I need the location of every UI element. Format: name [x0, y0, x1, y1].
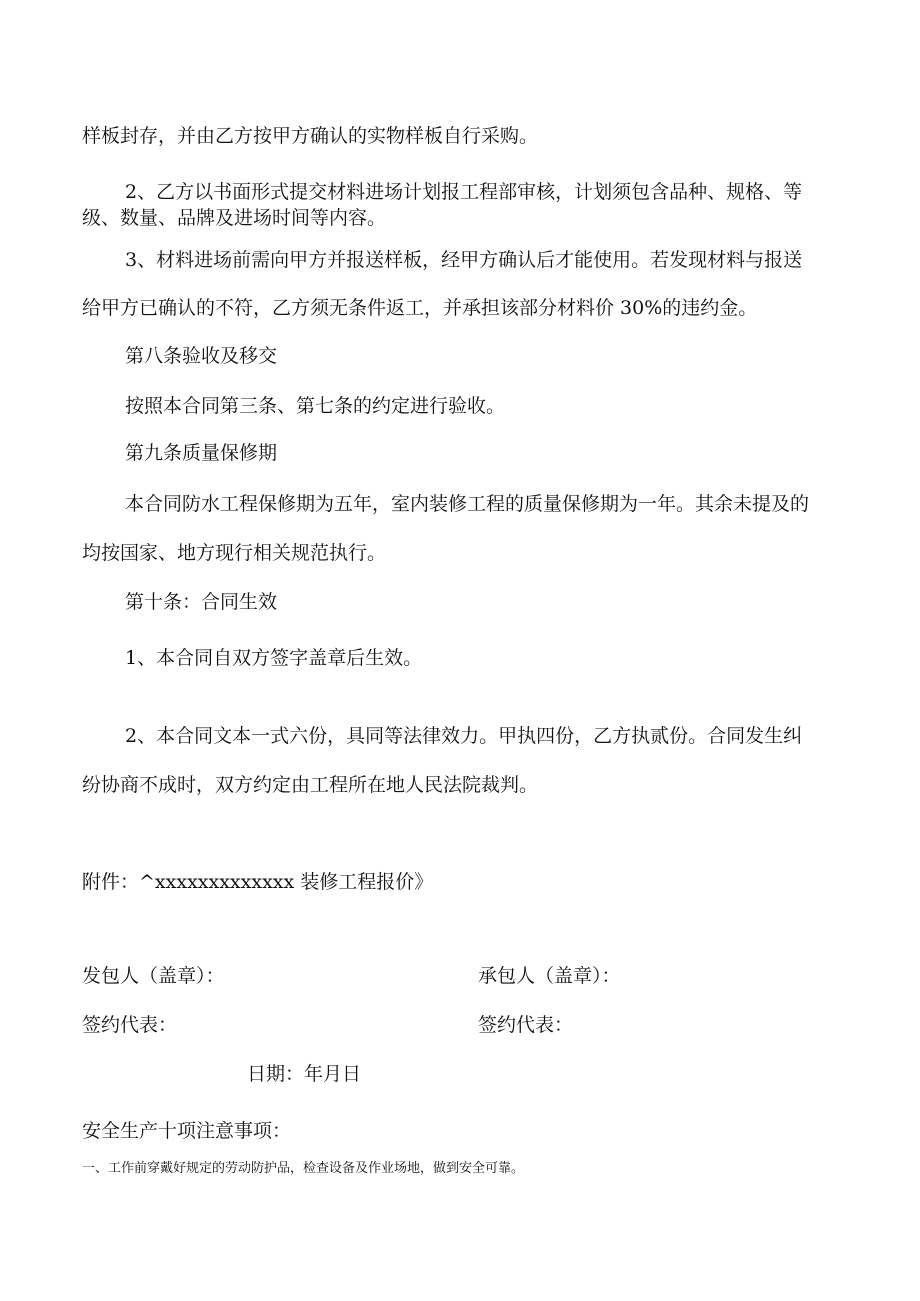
attachment-line: 附件：^xxxxxxxxxxxxx 装修工程报价》	[82, 871, 434, 893]
party-b-seal-label: 承包人（盖章）：	[478, 965, 621, 987]
paragraph-text: 按照本合同第三条、第七条的约定进行验收。	[125, 395, 506, 417]
paragraph-text: 级、数量、品牌及进场时间等内容。	[82, 207, 387, 229]
paragraph-text: 3、材料进场前需向甲方并报送样板，经甲方确认后才能使用。若发现材料与报送	[125, 249, 803, 271]
paragraph-text: 2、乙方以书面形式提交材料进场计划报工程部审核，计划须包含品种、规格、等	[125, 181, 803, 203]
paragraph-text: 本合同防水工程保修期为五年，室内装修工程的质量保修期为一年。其余未提及的	[125, 493, 810, 515]
paragraph-text: 纷协商不成时，双方约定由工程所在地人民法院裁判。	[82, 774, 539, 796]
party-b-representative-label: 签约代表：	[478, 1014, 574, 1036]
paragraph-text: 均按国家、地方现行相关规范执行。	[82, 542, 387, 564]
party-a-seal-label: 发包人（盖章）：	[82, 965, 225, 987]
section-heading: 第八条验收及移交	[125, 345, 278, 367]
section-heading: 第十条：合同生效	[125, 591, 278, 613]
paragraph-text: 给甲方已确认的不符，乙方须无条件返工，并承担该部分材料价 30%的违约金。	[82, 297, 758, 319]
section-heading: 第九条质量保修期	[125, 442, 278, 464]
safety-item: 一、工作前穿戴好规定的劳动防护品，检查设备及作业场地，做到安全可靠。	[82, 1161, 525, 1176]
party-a-representative-label: 签约代表：	[82, 1014, 178, 1036]
safety-heading: 安全生产十项注意事项：	[82, 1120, 292, 1142]
date-label: 日期：年月日	[247, 1063, 362, 1085]
paragraph-text: 1、本合同自双方签字盖章后生效。	[125, 647, 423, 669]
paragraph-text: 样板封存，并由乙方按甲方确认的实物样板自行采购。	[82, 125, 539, 147]
paragraph-text: 2、本合同文本一式六份，具同等法律效力。甲执四份，乙方执贰份。合同发生纠	[125, 725, 803, 747]
